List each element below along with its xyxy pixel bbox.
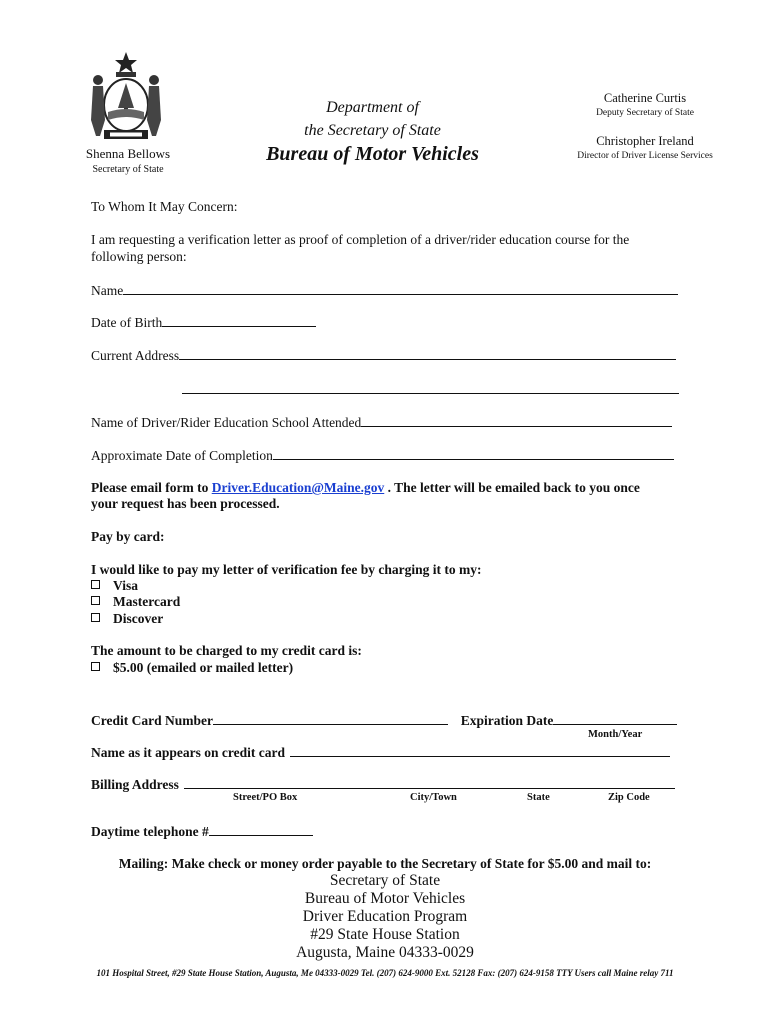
email-suffix: . The letter will be emailed back to you once xyxy=(384,480,640,495)
billing-zip-label: Zip Code xyxy=(608,792,650,803)
mailing-address-line-4: #29 State House Station xyxy=(310,926,460,943)
dept-line-2: the Secretary of State xyxy=(304,122,441,139)
director-name: Christopher Ireland xyxy=(596,134,694,148)
completion-field[interactable] xyxy=(273,446,674,460)
school-label: Name of Driver/Rider Education School Attended xyxy=(91,415,362,430)
checkbox-amount[interactable] xyxy=(91,662,100,671)
name-on-card-field[interactable] xyxy=(290,743,670,757)
director-title: Director of Driver License Services xyxy=(577,151,713,161)
address-field-line-2[interactable] xyxy=(182,380,679,394)
amount-option-label: $5.00 (emailed or mailed letter) xyxy=(113,660,294,675)
amount-option[interactable] xyxy=(91,660,293,676)
expiration-label: Expiration Date xyxy=(460,713,554,728)
name-label: Name xyxy=(91,283,124,298)
secretary-title: Secretary of State xyxy=(92,164,164,175)
dob-field[interactable] xyxy=(162,313,316,327)
address-row xyxy=(91,346,676,364)
deputy-officials-block xyxy=(565,91,725,161)
completion-row xyxy=(91,446,674,464)
name-on-card-row xyxy=(91,743,670,761)
completion-label: Approximate Date of Completion xyxy=(91,448,273,463)
email-instructions-line-1 xyxy=(91,480,640,496)
email-link[interactable]: Driver.Education@Maine.gov xyxy=(211,480,385,495)
mailing-address-line-2: Bureau of Motor Vehicles xyxy=(304,890,466,907)
deputy-name: Catherine Curtis xyxy=(603,91,687,105)
card-option-label: Visa xyxy=(113,578,139,593)
billing-label: Billing Address xyxy=(91,777,179,792)
footer-contact: 101 Hospital Street, #29 State House Station, Augusta, Me 04333-0029 Tel. (207) 624-9000 Ext. 52128 Fax: (207) 624-9158 TTY Users call Maine relay 711 xyxy=(96,968,674,978)
secretary-of-state-block xyxy=(58,146,198,175)
school-field[interactable] xyxy=(361,413,672,427)
card-option-label: Discover xyxy=(113,611,164,626)
department-heading xyxy=(240,96,505,166)
mailing-address-line-5: Augusta, Maine 04333-0029 xyxy=(296,944,474,961)
card-option-label: Mastercard xyxy=(113,594,181,609)
bureau-title: Bureau of Motor Vehicles xyxy=(266,143,479,165)
email-instructions-line-2: your request has been processed. xyxy=(91,496,280,511)
deputy-title: Deputy Secretary of State xyxy=(596,108,694,118)
address-label: Current Address xyxy=(91,348,180,363)
address-field[interactable] xyxy=(179,346,676,360)
dob-row xyxy=(91,313,316,331)
card-option-discover[interactable] xyxy=(91,611,163,627)
dept-line-1: Department of xyxy=(326,99,419,116)
billing-state-label: State xyxy=(527,792,550,803)
cc-number-label: Credit Card Number xyxy=(91,713,213,728)
school-row xyxy=(91,413,672,431)
checkbox-discover[interactable] xyxy=(91,613,100,622)
billing-street-label: Street/PO Box xyxy=(233,792,298,803)
mailing-address-line-1: Secretary of State xyxy=(329,872,441,889)
billing-city-label: City/Town xyxy=(410,792,457,803)
mailing-address-line-3: Driver Education Program xyxy=(302,908,468,925)
credit-card-row xyxy=(91,711,677,729)
request-line-2: following person: xyxy=(91,249,187,264)
phone-field[interactable] xyxy=(209,822,313,836)
cc-number-field[interactable] xyxy=(213,711,448,725)
phone-label: Daytime telephone # xyxy=(91,824,209,839)
checkbox-mastercard[interactable] xyxy=(91,596,100,605)
dob-label: Date of Birth xyxy=(91,315,163,330)
card-option-mastercard[interactable] xyxy=(91,594,180,610)
month-year-label: Month/Year xyxy=(588,729,643,740)
name-on-card-label: Name as it appears on credit card xyxy=(91,745,285,760)
name-row xyxy=(91,281,678,299)
request-line-1: I am requesting a verification letter as proof of completion of a driver/rider education course for the xyxy=(91,232,630,247)
secretary-name: Shenna Bellows xyxy=(85,146,171,161)
maine-state-seal-icon xyxy=(86,50,166,142)
amount-heading: The amount to be charged to my credit card is: xyxy=(91,643,362,658)
expiration-field[interactable] xyxy=(553,711,677,725)
pay-heading: Pay by card: xyxy=(91,529,165,544)
pay-intro: I would like to pay my letter of verification fee by charging it to my: xyxy=(91,562,482,577)
billing-row xyxy=(91,775,675,793)
checkbox-visa[interactable] xyxy=(91,580,100,589)
mailing-heading: Mailing: Make check or money order payable to the Secretary of State for $5.00 and mail to: xyxy=(118,856,652,871)
card-option-visa[interactable] xyxy=(91,578,138,594)
email-prefix: Please email form to xyxy=(91,480,212,495)
salutation: To Whom It May Concern: xyxy=(91,199,238,214)
phone-row xyxy=(91,822,313,840)
billing-field[interactable] xyxy=(184,775,675,789)
name-field[interactable] xyxy=(123,281,678,295)
